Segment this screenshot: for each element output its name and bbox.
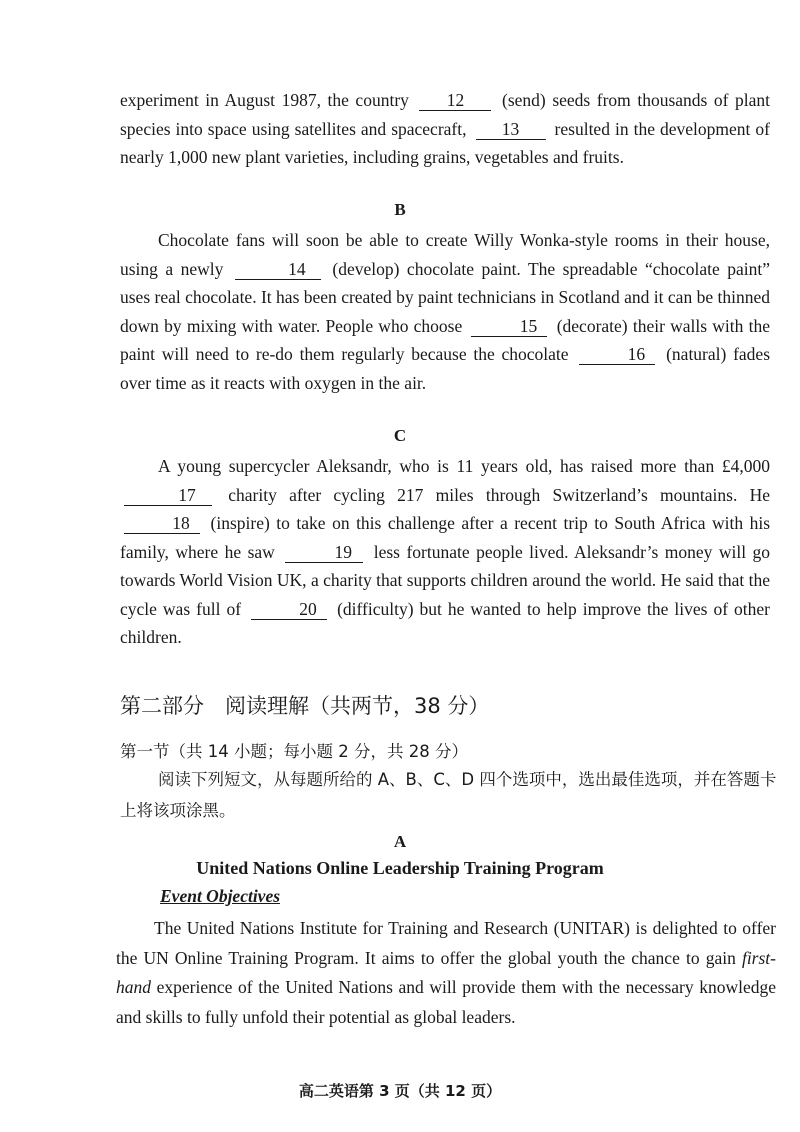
intro-paragraph bbox=[120, 86, 770, 172]
text-segment: experiment in August 1987, the country bbox=[120, 90, 409, 110]
event-objectives-heading: Event Objectives bbox=[160, 886, 281, 906]
text-segment: A young supercycler Aleksandr, who is 11 years old, has raised more than £4,000 bbox=[158, 456, 770, 476]
instructions: 阅读下列短文，从每题所给的 A、B、C、D 四个选项中，选出最佳选项，并在答题卡上将该项涂黑。 bbox=[120, 770, 777, 820]
blank-19[interactable]: 19 bbox=[285, 542, 363, 563]
reading-a-letter: A bbox=[393, 832, 407, 851]
text-segment: (develop) chocolate paint. The spreadable “chocolate paint” uses real chocolate. It has been created by paint technicians in Scotland and it can be thinned down by mixing with water. People who choose bbox=[120, 258, 771, 336]
text-segment: experience of the United Nations and will provide them with the necessary knowledge and skills to fully unfold their potential as global leaders. bbox=[116, 977, 777, 1027]
blank-12[interactable]: 12 bbox=[419, 90, 491, 111]
part-two-title: 第二部分 阅读理解（共两节，38 分） bbox=[120, 694, 490, 718]
section-c-heading: C bbox=[393, 426, 407, 445]
reading-a-title: United Nations Online Leadership Training Program bbox=[196, 858, 604, 878]
reading-a-paragraph bbox=[116, 914, 776, 1032]
text-segment: (inspire) to take on this challenge after a recent trip to South Africa with his family, where he saw bbox=[120, 513, 771, 562]
text-segment: less fortunate people lived. Aleksandr’s money will go towards World Vision UK, a charity that supports children around the world. He said that the cycle was full of bbox=[120, 541, 771, 619]
text-segment: Chocolate fans will soon be able to create Willy Wonka-style rooms in their house, using a newly bbox=[120, 230, 770, 279]
text-segment: (send) seeds from thousands of plant species into space using satellites and spacecraft, bbox=[120, 90, 771, 139]
blank-17[interactable]: 17 bbox=[124, 485, 212, 506]
emphasized-text: first-hand bbox=[116, 947, 776, 997]
blank-20[interactable]: 20 bbox=[251, 599, 327, 620]
blank-18[interactable]: 18 bbox=[124, 513, 200, 534]
blank-16[interactable]: 16 bbox=[579, 344, 655, 365]
text-segment: resulted in the development of nearly 1,000 new plant varieties, including grains, vegetables and fruits. bbox=[120, 118, 770, 167]
text-segment: (decorate) their walls with the paint will need to re-do them regularly because the chocolate bbox=[120, 315, 770, 364]
section-c-paragraph bbox=[120, 452, 770, 652]
text-segment: (difficulty) but he wanted to help improve the lives of other children. bbox=[120, 598, 771, 647]
section-b-heading: B bbox=[394, 200, 406, 219]
page-footer: 高二英语第 3 页（共 12 页） bbox=[298, 1082, 502, 1100]
text-segment: charity after cycling 217 miles through Switzerland’s mountains. He bbox=[228, 484, 770, 505]
section-b-paragraph bbox=[120, 226, 770, 397]
section-one-title: 第一节（共 14 小题；每小题 2 分，共 28 分） bbox=[120, 742, 468, 761]
text-segment: (natural) fades over time as it reacts with oxygen in the air. bbox=[120, 344, 771, 393]
text-segment: The United Nations Institute for Training and Research (UNITAR) is delighted to offer the UN Online Training Program. It aims to offer the global youth the chance to gain bbox=[116, 918, 776, 968]
blank-13[interactable]: 13 bbox=[476, 119, 546, 140]
blank-15[interactable]: 15 bbox=[471, 316, 547, 337]
blank-14[interactable]: 14 bbox=[235, 259, 321, 280]
